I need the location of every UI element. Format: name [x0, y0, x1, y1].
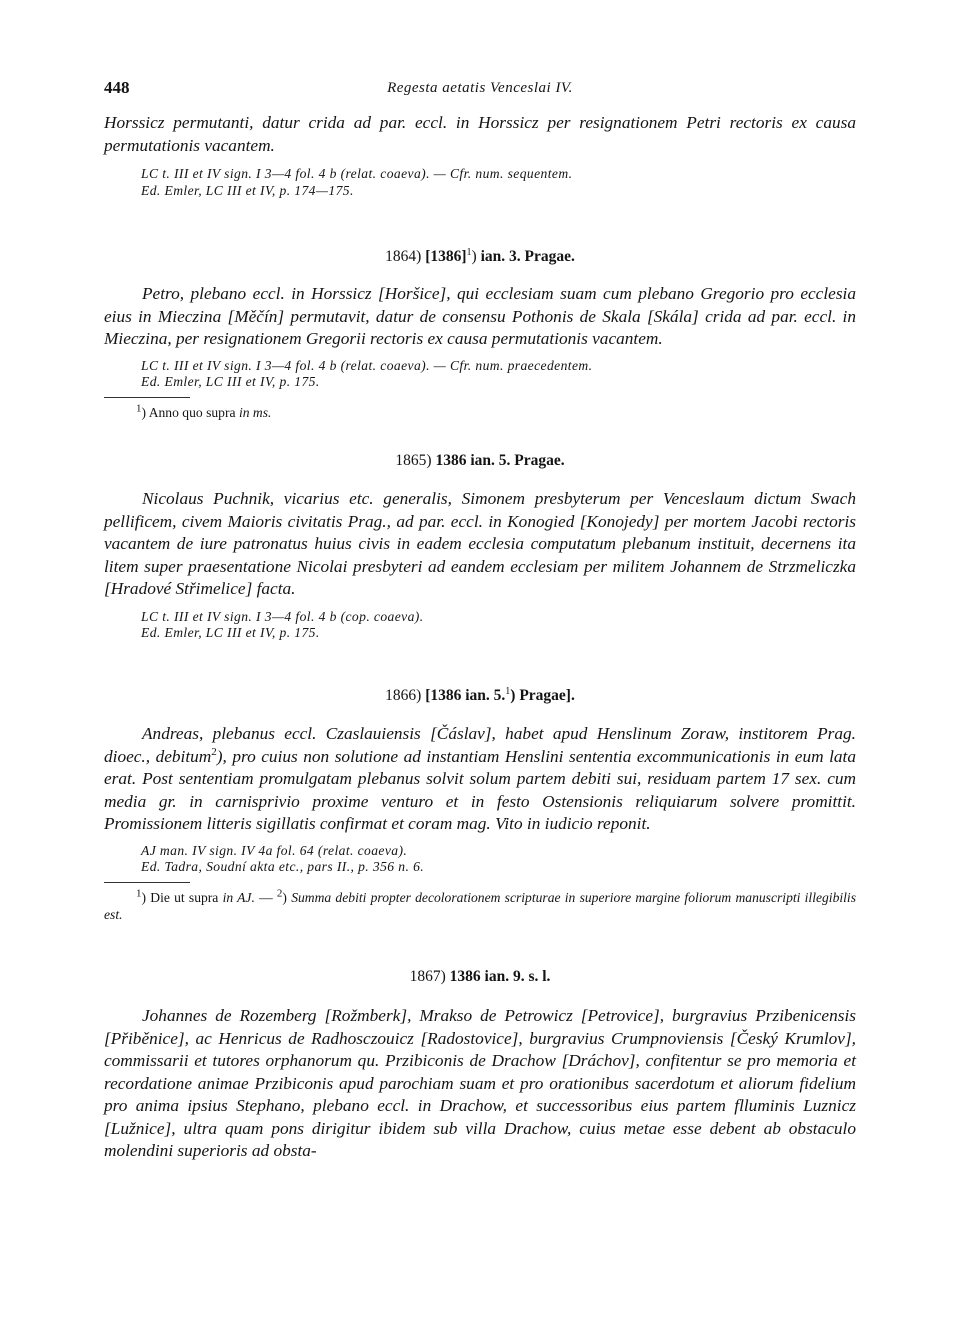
entry-heading-1867 [104, 967, 856, 987]
continuation-edition: Ed. Emler, LC III et IV, p. 174—175. [141, 182, 354, 198]
entry-source-1865: LC t. III et IV sign. I 3—4 fol. 4 b (cop. coaeva). [141, 608, 424, 624]
entry-text-1865: Nicolaus Puchnik, vicarius etc. generalis, Simonem presbyterum per Venceslaum dictum Swach pellificem, civem Maioris civitatis Prag., ad par. eccl. in Konogied [Konojedy] per mortem Jacobi rectoris vacantem de iure patronatus huius civis in eadem ecclesia computatum plebanum instituit, decernens ita litem super praesentatione Nicolai presbyteri ad eandem ecclesiam per militem Johannem de Strzmeliczka [Hradové Střimelice] facta. [104, 488, 856, 599]
footnote-divider [104, 397, 190, 398]
footnote-ref: 1 [466, 247, 472, 259]
entry-heading-1864: 1864) $[1386]^1$) ian. 3. Pragae. [385, 247, 575, 266]
footnote-ref: 2 [211, 745, 217, 758]
entry-edition-1864: Ed. Emler, LC III et IV, p. 175. [141, 374, 320, 390]
continuation-text: Horssicz permutanti, datur crida ad par. eccl. in Horssicz per resignationem Petri rectoris ex causa permutationis vacantem. [104, 113, 856, 155]
entry-date-rest: ian. 3. Pragae. [480, 248, 575, 266]
entry-text-1864: Petro, plebano eccl. in Horssicz [Horšice], qui ecclesiam suam cum plebano Gregorio pro ecclesia eius in Mieczina [Měčín] permutavit, datur de consensu Pothonis de Skala [Skála] crida ad par. eccl. in Mieczina, per resignationem Gregorii rectoris ex causa permutationis vacantem. [104, 284, 856, 349]
entry-date: [1386 ian. 5. [425, 686, 506, 704]
footnote-number: 2 [276, 887, 283, 900]
footnote-number: 1 [136, 887, 142, 900]
running-head [104, 78, 856, 108]
footnote-number: 1 [136, 402, 142, 415]
footnote-divider [104, 882, 190, 883]
running-title: Regesta aetatis Venceslai IV. [387, 80, 573, 96]
entry-heading-1865 [104, 451, 856, 471]
footnote-ref: 1 [505, 685, 511, 697]
entry-date: 1386 ian. 5. Pragae. [435, 451, 565, 469]
entry-number: 1867) [409, 967, 446, 985]
entry-source-1864: LC t. III et IV sign. I 3—4 fol. 4 b (relat. coaeva). — Cfr. num. praecedentem. [141, 357, 593, 373]
footnotes-1866: $^1$) Die ut supra in AJ. — $^2$) Summa debiti propter decolorationem scripturae in superiore margine foliorum manuscripti illegibilis est. [104, 887, 856, 922]
entry-number: 1865) [395, 451, 432, 469]
entry-text-1866: Andreas, plebanus eccl. Czaslauiensis [Čáslav], habet apud Henslinum Zoraw, institorem Prag. dioec., debitum$^2$), pro cuius non solutione ad instantiam Henslini sententia excommunicationis in eum lata erat. Post sententiam promulgatam plebanus solvit solum partem debiti sui, residuam partem 17 sex. cum media gr. in carnisprivio proxime venturo et in festo Ostensionis reliquiarum solvere promittit. Promissionem litteris sigillatis confirmat et coram mag. Vito in iudicio reponit. [104, 723, 856, 834]
footnote-1864: $^1$) Anno quo supra in ms. [136, 402, 272, 420]
entry-number: 1866) [385, 686, 422, 704]
entry-date: 1386 ian. 9. s. l. [449, 967, 551, 985]
page-number: 448 [104, 78, 130, 97]
entry-heading-1866 [104, 686, 856, 706]
entry-date: [1386] [425, 248, 467, 266]
entry-source-1866: AJ man. IV sign. IV 4a fol. 64 (relat. coaeva). [141, 842, 408, 858]
entry-edition-1866: Ed. Tadra, Soudní akta etc., pars II., p. 356 n. 6. [141, 859, 425, 875]
entry-date-rest: ) Pragae]. [510, 686, 575, 704]
entry-edition-1865: Ed. Emler, LC III et IV, p. 175. [141, 625, 320, 641]
continuation-source: LC t. III et IV sign. I 3—4 fol. 4 b (relat. coaeva). — Cfr. num. sequentem. [141, 166, 573, 182]
entry-text-1867: Johannes de Rozemberg [Rožmberk], Mrakso de Petrowicz [Petrovice], burgravius Przibenicensis [Přiběnice], ac Henricus de Radhosczouicz [Radostovice], burgravius Crumpnoviensis [Český Krumlov], commissarii et tutores orphanorum qu. Przibiconis de Drachow [Dráchov], confitentur se pro memoria et recordatione animae Przibiconis apud parochiam suam et pro orationibus sacerdotum et aliorum fidelium pro anima ipsius Stephano, plebano eccl. in Drachow, et successoribus eius partem flluminis Luznicz [Lužnice], ultra quam pons dirigitur ibidem sub villa Drachow, cuius metae esse debent ab obstaculo molendini superioris ad obsta- [104, 1005, 856, 1161]
entry-number: 1864) [385, 248, 422, 266]
